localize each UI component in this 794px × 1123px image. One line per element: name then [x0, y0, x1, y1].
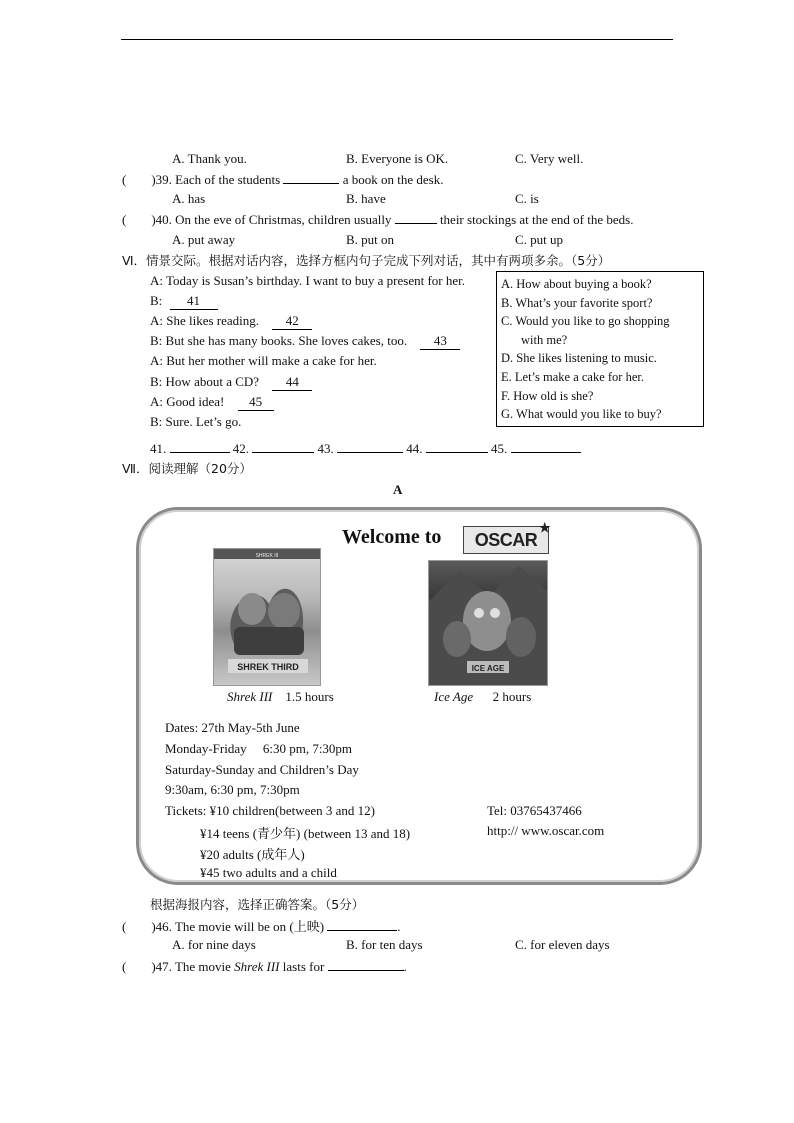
poster-weekend-times: 9:30am, 6:30 pm, 7:30pm — [165, 782, 300, 797]
svg-text:SHREK III: SHREK III — [255, 553, 279, 559]
q40-option-a: A. put away — [172, 232, 236, 247]
reading-instructions: 根据海报内容，选择正确答案。（5分） — [150, 897, 365, 912]
movie-2-caption — [434, 689, 531, 705]
speaker-label: B: — [150, 374, 163, 389]
blank-45[interactable]: 45 — [238, 394, 274, 411]
movie-1-caption — [227, 689, 334, 705]
star-icon: ★ — [538, 520, 550, 535]
ticket-children: Tickets: ¥10 children(between 3 and 12) — [165, 803, 375, 818]
header-rule — [121, 39, 673, 40]
q47-rest: lasts for — [282, 959, 325, 974]
answer-label-42: 42. — [232, 441, 249, 456]
speaker-label: B: — [150, 293, 163, 308]
dialogue-line-7 — [150, 394, 274, 411]
blank-41[interactable]: 41 — [170, 293, 218, 310]
q39-rest: a book on the desk. — [342, 172, 444, 187]
section-6-title: Ⅵ．情景交际。根据对话内容，选择方框内句子完成下列对话，其中有两项多余。（5分） — [122, 253, 611, 268]
q39-number: )39. Each of the students — [151, 172, 281, 187]
q40-stem — [122, 211, 633, 228]
blank-44[interactable]: 44 — [272, 374, 312, 391]
q46-stem — [122, 916, 401, 935]
svg-text:SHREK THIRD: SHREK THIRD — [237, 662, 299, 672]
poster-weekday-times: Monday-Friday 6:30 pm, 7:30pm — [165, 741, 353, 756]
q46-period: . — [397, 919, 401, 934]
answer-label-45: 45. — [491, 441, 508, 456]
poster-tel: Tel: 03765437466 — [487, 803, 582, 818]
q40-number: )40. On the eve of Christmas, children usually — [151, 212, 392, 227]
blank-43[interactable]: 43 — [420, 333, 460, 350]
dialogue-text: But her mother will make a cake for her. — [166, 353, 377, 368]
dialogue-text: Today is Susan’s birthday. I want to buy a present for her. — [166, 273, 466, 288]
q46-option-b: B. for ten days — [346, 937, 423, 952]
option-d: D. She likes listening to music. — [501, 351, 657, 366]
dialogue-text: But she has many books. She loves cakes, too. — [165, 333, 408, 348]
oscar-logo-text: OSCAR — [474, 530, 538, 550]
dialogue-line-2 — [150, 293, 218, 310]
svg-text:ICE AGE: ICE AGE — [471, 664, 505, 673]
ticket-teens: ¥14 teens (青少年) (between 13 and 18) — [200, 826, 411, 841]
answer-bracket: ( — [122, 212, 127, 227]
answer-bracket: ( — [122, 919, 127, 934]
speaker-label: A: — [150, 353, 163, 368]
poster-dates: Dates: 27th May-5th June — [165, 720, 300, 735]
part-a-label: A — [393, 482, 403, 497]
answer-blank-42[interactable] — [252, 440, 314, 453]
answer-row — [150, 440, 581, 457]
q46-number: )46. The movie will be on (上映) — [151, 919, 325, 934]
ticket-adults: ¥20 adults (成年人) — [200, 847, 305, 862]
speaker-label: A: — [150, 313, 163, 328]
q38-option-b: B. Everyone is OK. — [346, 151, 449, 166]
option-g: G. What would you like to buy? — [501, 407, 662, 422]
option-e: E. Let’s make a cake for her. — [501, 369, 644, 384]
q40-option-b: B. put on — [346, 232, 395, 247]
q46-option-c: C. for eleven days — [515, 937, 610, 952]
option-f: F. How old is she? — [501, 388, 594, 403]
movie-1-length: 1.5 hours — [285, 689, 334, 704]
answer-blank-41[interactable] — [170, 440, 230, 453]
option-a: A. How about buying a book? — [501, 277, 652, 291]
dialogue-line-6 — [150, 374, 312, 391]
speaker-label: B: — [150, 333, 163, 348]
q39-stem — [122, 171, 443, 188]
blank-42[interactable]: 42 — [272, 313, 312, 330]
dialogue-line-3 — [150, 313, 312, 330]
answer-label-41: 41. — [150, 441, 167, 456]
dialogue-text: Good idea! — [166, 394, 225, 409]
dialogue-line-1 — [150, 273, 465, 289]
answer-blank-44[interactable] — [426, 440, 488, 453]
q40-rest: their stockings at the end of the beds. — [439, 212, 634, 227]
dialogue-text: Sure. Let’s go. — [165, 414, 242, 429]
q40-option-c: C. put up — [515, 232, 564, 247]
welcome-heading: Welcome to — [342, 526, 442, 548]
options-box — [496, 271, 704, 427]
answer-blank-43[interactable] — [337, 440, 403, 453]
answer-label-43: 43. — [317, 441, 334, 456]
answer-bracket: ( — [122, 172, 127, 187]
speaker-label: B: — [150, 414, 163, 429]
q46-blank[interactable] — [327, 918, 397, 931]
dialogue-line-8 — [150, 414, 241, 430]
dialogue-line-5 — [150, 353, 377, 369]
oscar-logo — [463, 520, 550, 554]
option-c-continued: with me? — [521, 332, 568, 347]
speaker-label: A: — [150, 394, 163, 409]
q47-period: . — [403, 959, 407, 974]
answer-label-44: 44. — [406, 441, 423, 456]
option-b: B. What’s your favorite sport? — [501, 295, 653, 310]
dialogue-text: How about a CD? — [165, 374, 260, 389]
q39-option-b: B. have — [346, 191, 386, 206]
q39-option-c: C. is — [515, 191, 539, 206]
ticket-family: ¥45 two adults and a child — [200, 865, 337, 880]
q47-movie-title: Shrek III — [234, 959, 280, 974]
dialogue-line-4 — [150, 333, 460, 350]
shrek-poster-image — [213, 548, 321, 686]
answer-blank-45[interactable] — [511, 440, 581, 453]
q47-blank[interactable] — [328, 958, 404, 971]
q39-option-a: A. has — [172, 191, 206, 206]
section-7-title: Ⅶ．阅读理解（20分） — [122, 461, 252, 476]
option-c: C. Would you like to go shopping — [501, 314, 670, 329]
q39-blank[interactable] — [283, 171, 339, 184]
movie-2-length: 2 hours — [492, 689, 532, 704]
q40-blank[interactable] — [395, 211, 437, 224]
q47-number: )47. The movie — [151, 959, 231, 974]
movie-2-title: Ice Age — [434, 689, 474, 704]
poster-weekend-days: Saturday-Sunday and Children’s Day — [165, 762, 359, 777]
ice-age-poster-image — [428, 560, 548, 686]
speaker-label: A: — [150, 273, 163, 288]
q46-option-a: A. for nine days — [172, 937, 256, 952]
movie-1-title: Shrek III — [227, 689, 273, 704]
q38-option-a: A. Thank you. — [172, 151, 247, 166]
dialogue-text: She likes reading. — [166, 313, 260, 328]
answer-bracket: ( — [122, 959, 127, 974]
poster-website: http:// www.oscar.com — [487, 823, 605, 838]
q38-option-c: C. Very well. — [515, 151, 584, 166]
q47-stem — [122, 958, 407, 975]
